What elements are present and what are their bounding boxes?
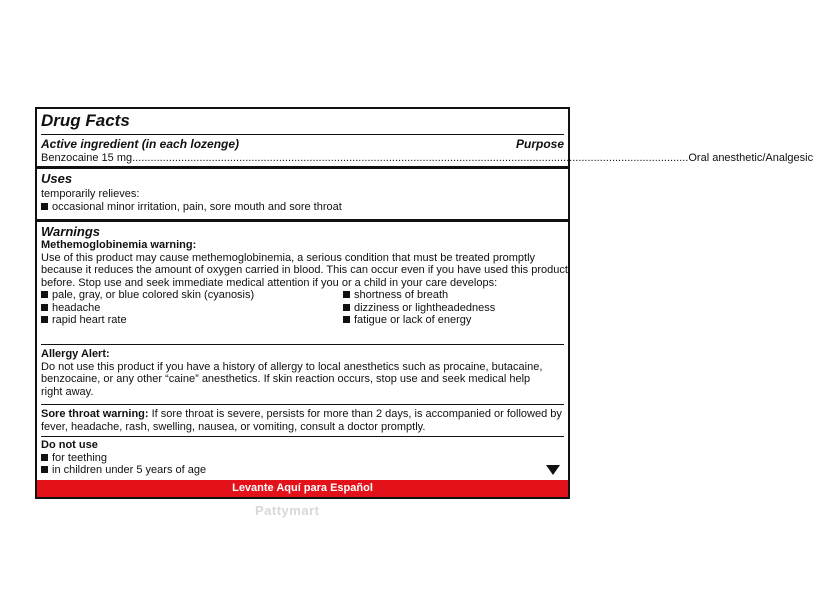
title-section — [41, 111, 564, 131]
bullet-icon — [41, 316, 48, 323]
bullet-icon — [41, 291, 48, 298]
do-not-use-section — [41, 439, 564, 477]
do-not-use-item: for teething — [41, 452, 564, 465]
symptoms-list — [41, 289, 564, 327]
bullet-icon — [41, 466, 48, 473]
divider-thick — [37, 166, 568, 169]
drug-facts-panel — [35, 107, 813, 499]
do-not-use-item: in children under 5 years of age — [41, 464, 564, 477]
sore-throat-line: Sore throat warning: If sore throat is severe, persists for more than 2 days, is accompanied or followed by — [41, 408, 562, 420]
active-ingredient-section — [41, 137, 813, 165]
bullet-icon — [343, 291, 350, 298]
symptom-item: rapid heart rate — [41, 314, 343, 327]
symptom-item: pale, gray, or blue colored skin (cyanosis) — [41, 289, 343, 302]
bullet-icon — [41, 203, 48, 210]
allergy-heading: Allergy Alert: — [41, 348, 110, 360]
meth-text-line: because it reduces the amount of oxygen carried in blood. This can occur even if you have used this product — [41, 264, 568, 276]
symptom-item: shortness of breath — [343, 289, 564, 302]
ingredient-name: Benzocaine 15 mg — [41, 152, 133, 164]
bullet-icon — [41, 454, 48, 461]
meth-text-line: before. Stop use and seek immediate medical attention if you or a child in your care develops: — [41, 276, 498, 289]
methemoglobinemia-heading: Methemoglobinemia warning: — [41, 239, 197, 251]
drug-facts-title: Drug Facts — [41, 111, 130, 130]
sore-throat-line: fever, headache, rash, swelling, nausea, or vomiting, consult a doctor promptly. — [41, 420, 426, 433]
divider-thick — [37, 219, 568, 222]
divider — [41, 344, 564, 345]
sore-throat-heading: Sore throat warning: — [41, 408, 149, 420]
uses-item: occasional minor irritation, pain, sore mouth and sore throat — [41, 201, 564, 214]
spanish-peel-bar[interactable]: Levante Aquí para Español — [37, 480, 568, 497]
warnings-section — [41, 224, 568, 327]
sore-throat-section — [41, 408, 564, 433]
symptom-item: fatigue or lack of energy — [343, 314, 564, 327]
meth-text-line: Use of this product may cause methemoglobinemia, a serious condition that must be treated promptly — [41, 251, 536, 264]
dot-leader: ...................................................................................................................................................................................... — [132, 152, 689, 164]
allergy-text-line: benzocaine, or any other “caine” anesthetics. If skin reaction occurs, stop use and seek medical help — [41, 373, 531, 385]
active-ingredient-heading: Active ingredient (in each lozenge) — [41, 137, 240, 151]
watermark: Pattymart — [255, 503, 320, 518]
purpose-heading: Purpose — [515, 137, 564, 151]
continue-arrow-icon — [546, 465, 560, 475]
symptom-item: headache — [41, 302, 343, 315]
divider — [41, 404, 564, 405]
ingredient-purpose: Oral anesthetic/Analgesic — [688, 152, 813, 164]
bullet-icon — [343, 316, 350, 323]
uses-heading: Uses — [41, 171, 73, 186]
uses-intro: temporarily relieves: — [41, 188, 140, 200]
do-not-use-heading: Do not use — [41, 439, 98, 451]
divider — [41, 436, 564, 437]
warnings-heading: Warnings — [41, 224, 100, 239]
uses-section — [41, 171, 564, 213]
divider — [41, 134, 564, 135]
allergy-text-line: right away. — [41, 385, 94, 398]
symptom-item: dizziness or lightheadedness — [343, 302, 564, 315]
allergy-section — [41, 348, 564, 398]
bullet-icon — [41, 304, 48, 311]
allergy-text-line: Do not use this product if you have a history of allergy to local anesthetics such as procaine, butacaine, — [41, 360, 543, 373]
bullet-icon — [343, 304, 350, 311]
